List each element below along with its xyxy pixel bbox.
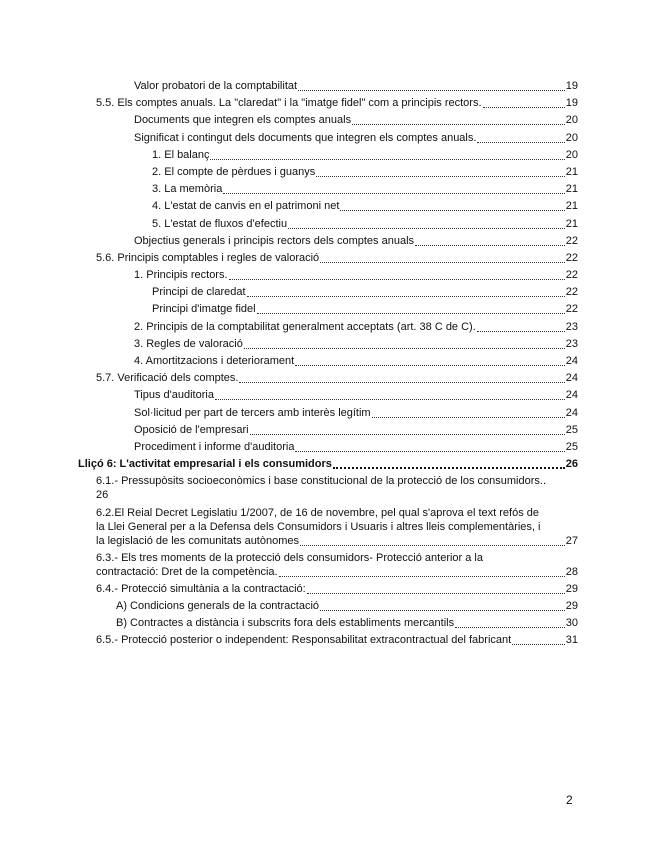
dot-leader [288,218,565,229]
toc-entry-title: Valor probatori de la comptabilitat [134,80,298,92]
toc-entry[interactable] [78,457,578,471]
dot-leader [244,338,565,349]
toc-entry-title-line: 6.2.El Reial Decret Legislatiu 1/2007, de 16 de novembre, pel qual s'aprova el text refós de [96,506,539,519]
dot-leader [320,252,565,263]
toc-entry-page: 26 [565,458,578,471]
dot-leader [250,424,565,435]
dot-leader [257,303,565,314]
toc-entry-page: 25 [565,423,578,436]
toc-entry-title: 5.6. Principis comptables i regles de valoració [96,251,320,264]
toc-entry-title: 5.5. Els comptes anuals. La "claredat" i la "imatge fidel" com a principis rectors. [96,97,482,110]
dot-leader [477,132,564,143]
toc-entry[interactable] [78,131,578,145]
toc-entry-page: 22 [565,234,578,247]
page-number: 2 [566,793,573,807]
toc-entry-title: 4. L'estat de canvis en el patrimoni net [152,200,340,213]
dot-leader [455,617,565,628]
toc-entry[interactable] [78,474,578,502]
dot-leader [247,286,565,297]
dot-leader [333,457,565,469]
toc-entry[interactable] [78,582,578,596]
toc-entry-page: 22 [565,251,578,264]
dot-leader [307,583,565,594]
toc-entry-title: Principi d'imatge fidel [152,303,256,316]
toc-entry-title-line: 6.1.- Pressupòsits socioeconòmics i base constitucional de la protecció de los consumidors.. [96,475,547,488]
toc-entry-title: 6.5.- Protecció posterior o independent: Responsabilitat extracontractual del fabricant [96,634,512,647]
toc-entry-title: 3. La memòria [152,183,223,196]
toc-entry-page: 24 [565,406,578,419]
toc-entry[interactable] [78,616,578,630]
toc-entry[interactable] [78,234,578,248]
toc-entry-title: Tipus d'auditoria [134,389,214,402]
toc-entry[interactable] [78,371,578,385]
toc-entry-page: 26 [96,489,109,502]
toc-entry-page: 20 [565,131,578,144]
toc-entry[interactable] [78,302,578,316]
toc-entry-title: 2. El compte de pèrdues i guanys [152,165,316,178]
toc-entry-page: 21 [565,217,578,230]
toc-entry[interactable] [78,599,578,613]
toc-entry-title: A) Condicions generals de la contractació [116,600,320,613]
toc-entry[interactable] [78,251,578,265]
toc-entry[interactable] [78,440,578,454]
toc-entry-title-line: la legislació de les comunitats autònomes [96,534,300,547]
dot-leader [477,321,565,332]
toc-entry-title: Objectius generals i principis rectors dels comptes anuals [134,234,415,247]
toc-entry-title: Procediment i informe d'auditoria [134,440,295,453]
dot-leader [340,200,564,211]
toc-entry-title-line: 6.3.- Els tres moments de la protecció dels consumidors- Protecció anterior a la [96,551,483,564]
toc-entry-title-line: la Llei General per a la Defensa dels Consumidors i Usuaris i altres lleis complementàries, i [96,520,541,533]
toc-entry-title: 4. Amortitzacions i deteriorament [134,355,295,367]
toc-entry-title-line: contractació: Dret de la competència. [96,565,278,578]
toc-entry[interactable] [78,633,578,647]
dot-leader [229,269,565,280]
dot-leader [210,149,564,160]
toc-entry-page: 20 [565,114,578,127]
toc-entry-page: 22 [565,269,578,282]
dot-leader [223,183,564,194]
toc-entry-title: Lliçó 6: L'activitat empresarial i els consumidors [78,458,332,471]
toc-entry-title: 5. L'estat de fluxos d'efectiu [152,217,288,230]
dot-leader [512,634,565,645]
toc-entry-page: 24 [565,389,578,402]
toc-entry-page: 20 [565,148,578,161]
dot-leader [239,372,564,383]
toc-entry-page: 31 [565,634,578,647]
toc-entry-page: 28 [565,565,578,578]
toc-entry[interactable] [78,199,578,213]
toc-entry-page: 19 [565,97,578,110]
dot-leader [279,566,565,577]
toc-entry-title: 2. Principis de la comptabilitat generalment acceptats (art. 38 C de C). [134,320,476,333]
dot-leader [298,80,565,91]
toc-entry[interactable] [78,423,578,437]
toc-entry[interactable] [78,337,578,351]
toc-entry-page: 22 [565,303,578,316]
toc-entry-page: 27 [565,534,578,547]
toc-entry[interactable] [78,79,578,93]
dot-leader [300,535,565,546]
dot-leader [372,407,565,418]
toc-entry-page: 30 [565,617,578,630]
toc-entry[interactable] [78,320,578,334]
toc-entry-page: 19 [565,80,578,92]
toc-entry-page: 22 [565,286,578,299]
toc-entry[interactable] [78,285,578,299]
toc-entry-page: 24 [565,372,578,385]
toc-entry[interactable] [78,268,578,282]
toc-entry-title: Sol·licitud per part de tercers amb interès legítim [134,406,371,419]
toc-entry-title: Documents que integren els comptes anuals [134,114,352,127]
toc-entry[interactable] [78,406,578,420]
toc-entry-title: 1. Principis rectors. [134,269,228,282]
toc-entry-page: 21 [565,200,578,213]
toc-entry-page: 21 [565,165,578,178]
toc-entry[interactable] [78,165,578,179]
dot-leader [295,441,564,452]
dot-leader [295,355,565,366]
toc-entry-page: 23 [565,320,578,333]
toc-entry-title: 6.4.- Protecció simultània a la contractació: [96,582,306,595]
toc-entry-page: 24 [565,355,578,367]
toc-entry-page: 21 [565,183,578,196]
toc-entry-title: Principi de claredat [152,286,246,299]
dot-leader [483,97,565,108]
toc-entry[interactable] [78,551,578,579]
dot-leader [316,166,564,177]
toc-entry-page: 29 [565,600,578,613]
toc-entry[interactable] [78,388,578,402]
toc-entry-page: 23 [565,337,578,350]
toc-entry-title: 5.7. Verificació dels comptes. [96,372,239,385]
toc-entry[interactable] [78,354,578,368]
toc-entry-page: 29 [565,582,578,595]
toc-entry[interactable] [78,113,578,127]
toc-entry-title: Oposició de l'empresari [134,423,249,436]
toc-entry-title: 1. El balanç [152,148,210,161]
toc-entry-title: Significat i contingut dels documents que integren els comptes anuals. [134,131,477,144]
toc-entry-title: B) Contractes a distància i subscrits fora dels establiments mercantils [116,617,455,630]
toc-entry-page: 25 [565,440,578,453]
toc-entry[interactable] [78,96,578,110]
dot-leader [352,114,565,125]
dot-leader [215,389,565,400]
toc-entry[interactable] [78,182,578,196]
toc-entry[interactable] [78,148,578,162]
toc-entry[interactable] [78,217,578,231]
table-of-contents [78,79,578,651]
dot-leader [415,235,565,246]
dot-leader [320,600,565,611]
toc-entry-title: 3. Regles de valoració [134,337,243,350]
toc-entry[interactable] [78,506,578,548]
